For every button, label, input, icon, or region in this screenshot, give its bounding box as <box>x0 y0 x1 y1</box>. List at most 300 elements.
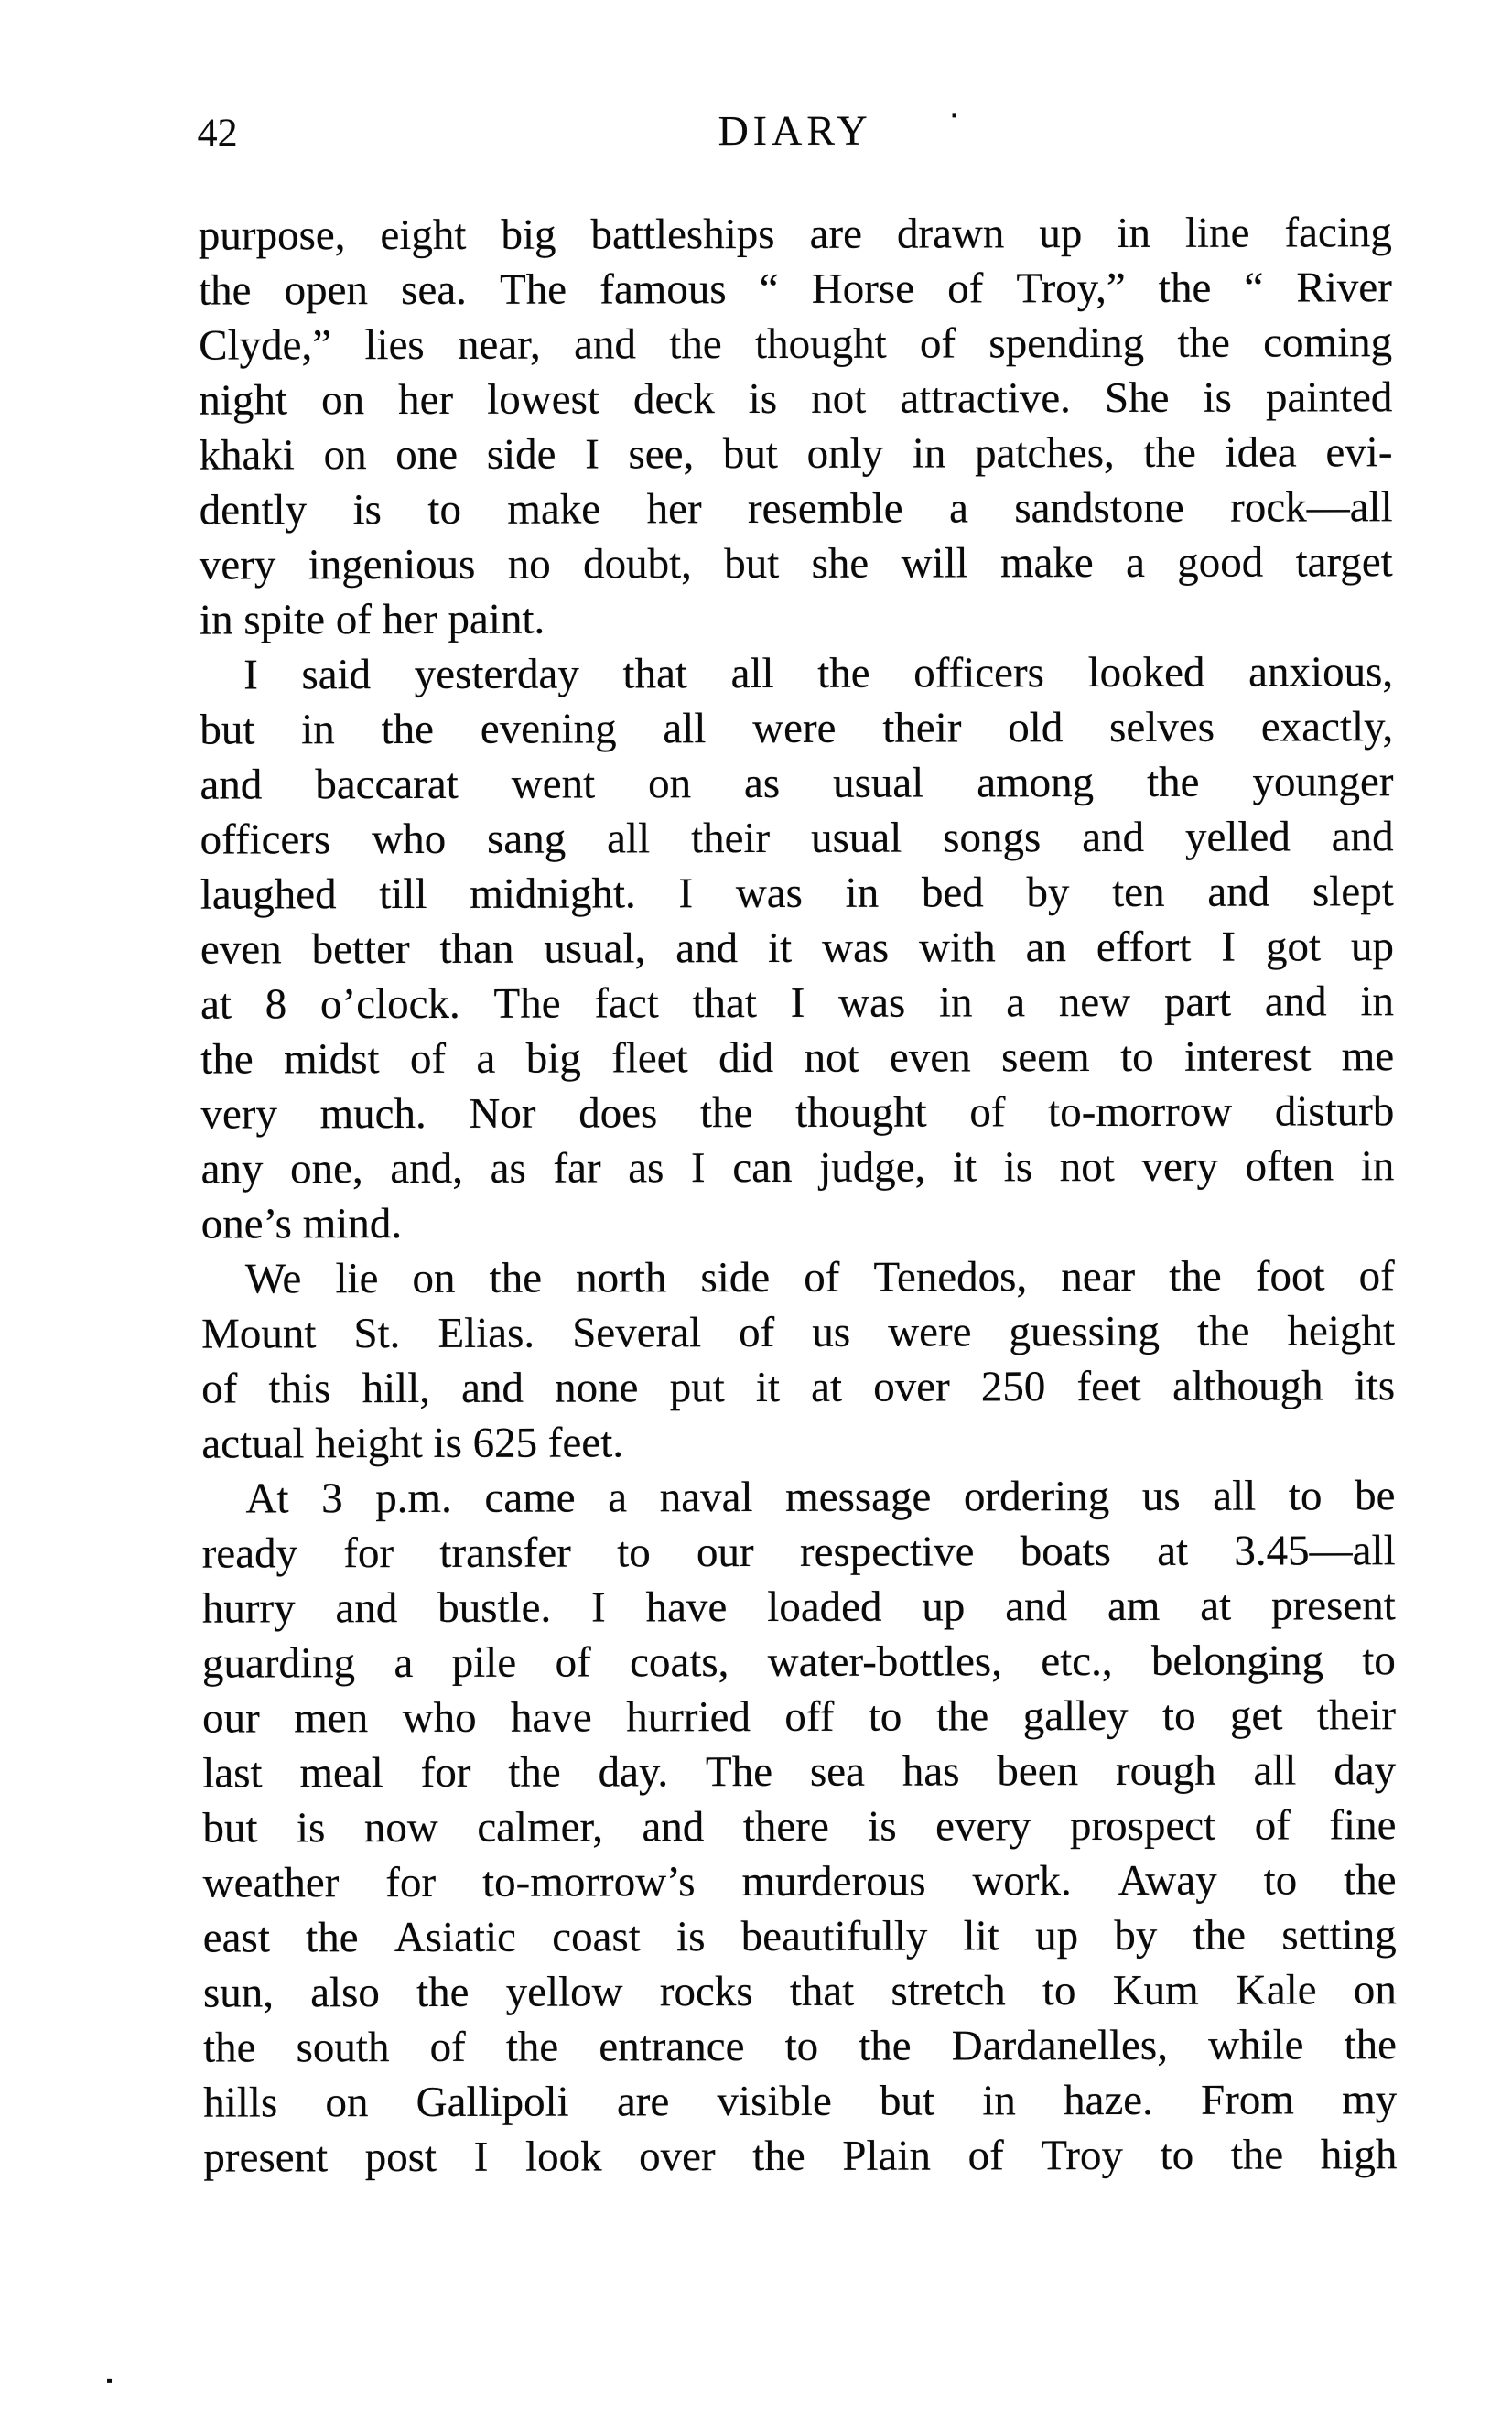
word: stretch <box>891 1967 1006 2015</box>
text-line <box>203 2072 1397 2130</box>
word: although <box>1172 1362 1323 1410</box>
ink-speck <box>953 113 956 117</box>
word: the <box>1196 1307 1250 1355</box>
word: there <box>742 1802 829 1852</box>
word: hill, <box>362 1364 431 1413</box>
word: River <box>1296 264 1392 312</box>
word: went <box>511 760 596 808</box>
word: the <box>200 1035 254 1084</box>
word: on <box>325 2079 369 2127</box>
word: of <box>739 1308 775 1357</box>
word: look <box>524 2133 602 2181</box>
word: in <box>845 869 880 917</box>
word: night <box>199 376 288 425</box>
word: very <box>199 541 276 589</box>
word: only <box>806 429 884 478</box>
word: and <box>1207 868 1270 916</box>
word: purpose, <box>198 211 346 260</box>
word: rock—all <box>1230 483 1393 532</box>
word: judge, <box>819 1143 926 1192</box>
word: am <box>1107 1582 1161 1630</box>
word: are <box>616 2078 670 2126</box>
word: the <box>1158 264 1212 312</box>
word: and <box>1082 813 1145 862</box>
word: I <box>678 869 694 918</box>
word: at <box>1200 1582 1232 1630</box>
word: in <box>1360 1142 1395 1191</box>
word: was <box>838 978 906 1027</box>
word: side <box>486 430 556 479</box>
text-line <box>201 1303 1395 1361</box>
word: effort <box>1096 923 1192 972</box>
word: is <box>1203 373 1232 422</box>
word: lies <box>364 320 425 370</box>
word: have <box>645 1583 728 1632</box>
word: a <box>476 1034 496 1083</box>
word: the <box>935 1692 989 1741</box>
word: at <box>200 980 232 1029</box>
text-line <box>203 1852 1397 1910</box>
word: p.m. <box>375 1474 452 1523</box>
word: the <box>1177 319 1230 367</box>
word: officers <box>200 815 331 864</box>
word: in <box>1117 209 1151 257</box>
word: who <box>402 1693 477 1743</box>
word: that <box>692 978 758 1028</box>
word: At <box>245 1474 289 1523</box>
word: boats <box>1020 1527 1111 1576</box>
word: as <box>490 1144 526 1193</box>
word: been <box>997 1747 1079 1796</box>
word: will <box>901 539 968 588</box>
text-line <box>200 974 1394 1031</box>
word: far <box>553 1144 601 1193</box>
word: she <box>811 539 869 588</box>
text-line <box>200 864 1394 922</box>
word: of <box>967 2132 1004 2180</box>
word: good <box>1177 538 1264 587</box>
word: fleet <box>611 1034 688 1083</box>
word: of <box>947 265 984 313</box>
word: of <box>1358 1252 1395 1301</box>
text-line <box>199 425 1392 482</box>
word: for <box>420 1748 471 1797</box>
word: belonging <box>1150 1636 1324 1685</box>
word: We <box>244 1255 302 1303</box>
word: Gallipoli <box>416 2078 569 2126</box>
text-line <box>200 919 1394 977</box>
word: ingenious <box>308 540 476 589</box>
word: of <box>804 1253 840 1301</box>
word: up <box>1035 1912 1079 1960</box>
word: Kum <box>1112 1966 1199 2014</box>
word: The <box>493 979 561 1028</box>
word: men <box>294 1694 369 1743</box>
word: Asiatic <box>394 1913 517 1962</box>
word: interest <box>1183 1032 1312 1081</box>
word: the <box>505 2023 559 2071</box>
word: on <box>320 376 365 425</box>
text-line <box>199 260 1392 318</box>
word: it <box>767 923 793 972</box>
text-line <box>200 1029 1394 1086</box>
word: Elias. <box>437 1309 535 1357</box>
word: now <box>363 1803 438 1852</box>
word: and <box>1005 1582 1068 1631</box>
text-line <box>200 699 1393 757</box>
word: a <box>608 1474 628 1522</box>
word: to <box>784 2022 819 2070</box>
word: that <box>789 1967 855 2015</box>
word: that <box>622 650 688 698</box>
word: my <box>1342 2076 1398 2124</box>
word: is <box>296 1804 326 1852</box>
word: than <box>439 924 514 973</box>
word: sandstone <box>1014 483 1184 533</box>
word: height <box>1287 1307 1396 1355</box>
text-line <box>200 1084 1394 1141</box>
word: younger <box>1252 758 1394 806</box>
word: respective <box>799 1528 975 1576</box>
word: hurry <box>201 1584 296 1633</box>
word: the <box>1169 1252 1222 1301</box>
word: khaki <box>199 431 296 480</box>
word: 3.45—all <box>1234 1527 1396 1575</box>
word: her <box>646 485 702 534</box>
word: one <box>395 430 459 480</box>
word: dently <box>199 486 308 535</box>
word: us <box>1141 1472 1181 1520</box>
word: famous <box>599 265 727 314</box>
word: to <box>1288 1472 1323 1520</box>
word: I <box>585 430 599 479</box>
word: as <box>743 759 781 808</box>
word: hills <box>203 2079 278 2127</box>
word: in <box>912 429 946 478</box>
word: the <box>489 1254 543 1302</box>
word: is <box>352 486 383 535</box>
word: Several <box>572 1309 702 1357</box>
word: baccarat <box>315 760 459 809</box>
word: Kale <box>1235 1966 1317 2014</box>
word: “ <box>759 265 779 313</box>
word: ten <box>1112 868 1165 916</box>
word: got <box>1265 923 1322 971</box>
word: the <box>508 1748 561 1797</box>
word: Mount <box>200 1310 317 1358</box>
word: the <box>198 266 252 315</box>
word: laughed <box>200 870 337 919</box>
word: seem <box>1001 1033 1090 1082</box>
word: “ <box>1244 264 1264 312</box>
word: their <box>690 814 771 863</box>
text-line <box>199 315 1392 373</box>
word: among <box>977 759 1095 807</box>
text-block <box>199 205 1398 2185</box>
word: resemble <box>747 484 903 534</box>
word: last <box>202 1749 263 1798</box>
word: were <box>888 1308 972 1356</box>
word: yesterday <box>414 650 579 698</box>
word: and <box>642 1803 705 1852</box>
word: in <box>1360 977 1395 1026</box>
word: in <box>301 706 335 754</box>
word: no <box>507 540 551 589</box>
word: up <box>1350 923 1394 971</box>
word: the <box>1147 758 1200 806</box>
word: to-morrow’s <box>482 1858 696 1906</box>
word: thought <box>794 1088 927 1137</box>
word: day. <box>598 1748 669 1797</box>
word: open <box>284 266 369 315</box>
word: meal <box>299 1749 383 1798</box>
word: of <box>969 1088 1006 1137</box>
word: in <box>938 978 973 1027</box>
word: 250 <box>980 1363 1046 1411</box>
word: off <box>784 1692 835 1741</box>
word: are <box>809 210 862 258</box>
word: to <box>1362 1636 1396 1685</box>
word: attractive. <box>900 374 1071 423</box>
word: midst <box>283 1035 380 1084</box>
word: I <box>591 1583 606 1632</box>
word: loaded <box>767 1582 882 1631</box>
word: deck <box>632 375 715 424</box>
word: idea <box>1225 428 1297 477</box>
word: beautifully <box>740 1912 928 1961</box>
word: of <box>409 1034 447 1083</box>
word: ready <box>201 1529 298 1578</box>
word: and <box>1264 977 1327 1026</box>
word: yellow <box>505 1968 623 2016</box>
word: a <box>948 484 968 533</box>
word: in <box>982 2077 1016 2125</box>
word: every <box>935 1802 1031 1851</box>
word: midnight. <box>470 869 636 918</box>
word: Plain <box>842 2132 931 2180</box>
word: me <box>1341 1032 1395 1081</box>
word: St. <box>353 1310 401 1358</box>
word: us <box>812 1308 851 1356</box>
word: post <box>364 2133 437 2182</box>
word: is <box>1003 1143 1033 1192</box>
word: She <box>1104 373 1170 423</box>
word: side <box>700 1253 771 1302</box>
word: Troy,” <box>1016 264 1126 313</box>
word: coats, <box>630 1638 729 1687</box>
text-line <box>203 2017 1397 2075</box>
word: battleships <box>590 210 775 259</box>
word: work. <box>972 1857 1072 1906</box>
word: came <box>484 1474 576 1522</box>
word: but <box>202 1804 258 1852</box>
word: day <box>1334 1746 1397 1795</box>
word: our <box>696 1528 754 1577</box>
text-line <box>202 1523 1396 1581</box>
word: to <box>1263 1856 1298 1905</box>
word: have <box>510 1693 592 1742</box>
word: lit <box>963 1912 999 1960</box>
word: 3 <box>321 1474 343 1523</box>
word: the <box>859 2022 912 2070</box>
word: a <box>1125 538 1146 587</box>
word: get <box>1229 1691 1283 1740</box>
word: is <box>748 374 778 424</box>
word: on <box>412 1254 456 1302</box>
word: a <box>1006 978 1026 1027</box>
word: a <box>394 1638 414 1688</box>
word: east <box>202 1914 270 1962</box>
word: visible <box>717 2077 832 2126</box>
text-line <box>201 1358 1395 1416</box>
word: but <box>879 2077 935 2125</box>
text-line <box>202 1798 1396 1855</box>
word: songs <box>943 814 1042 862</box>
word: old <box>1008 704 1064 752</box>
word: slept <box>1312 868 1394 916</box>
word: and <box>675 924 739 973</box>
word: sang <box>487 815 567 863</box>
word: their <box>882 704 962 752</box>
word: of <box>555 1638 591 1687</box>
word: patches, <box>974 428 1115 478</box>
word: From <box>1201 2076 1295 2124</box>
word: the <box>1230 2131 1284 2179</box>
word: rough <box>1115 1746 1216 1795</box>
word: and <box>335 1584 398 1633</box>
word: the <box>306 1914 359 1962</box>
word: over <box>873 1363 950 1411</box>
word: The <box>499 265 567 314</box>
text-line <box>200 644 1393 702</box>
word: and, <box>390 1144 464 1193</box>
word: eight <box>380 211 467 260</box>
word: south <box>296 2024 390 2072</box>
text-line <box>200 809 1394 867</box>
word: selves <box>1109 703 1215 751</box>
word: but <box>722 429 779 479</box>
word: our <box>202 1694 260 1743</box>
word: by <box>1114 1911 1158 1960</box>
word: the <box>817 649 870 697</box>
word: usual, <box>544 924 646 973</box>
word: also <box>310 1969 380 2017</box>
word: disturb <box>1274 1087 1395 1136</box>
text-line <box>202 1743 1396 1800</box>
word: naval <box>659 1474 753 1522</box>
word: at <box>1157 1527 1189 1575</box>
word: and <box>461 1364 524 1412</box>
word: all <box>1213 1472 1257 1520</box>
word: to <box>1161 1691 1196 1740</box>
word: even <box>889 1033 971 1082</box>
word: lie <box>335 1255 379 1303</box>
word: much. <box>319 1089 427 1139</box>
word: o’clock. <box>319 979 460 1029</box>
word: very <box>200 1090 277 1139</box>
text-line <box>200 535 1393 592</box>
word: up <box>1039 210 1083 258</box>
word: very <box>1141 1142 1219 1191</box>
word: near <box>1061 1252 1136 1301</box>
text-line <box>201 1468 1395 1526</box>
word: to <box>617 1528 651 1577</box>
word: lowest <box>487 375 599 424</box>
ink-speck <box>107 2379 112 2383</box>
word: none <box>555 1364 639 1412</box>
word: haze. <box>1063 2076 1153 2125</box>
word: fine <box>1329 1801 1397 1850</box>
word: coming <box>1263 319 1393 367</box>
word: present <box>1270 1582 1396 1630</box>
word: etc., <box>1041 1636 1113 1686</box>
word: till <box>379 869 427 919</box>
text-line <box>201 1248 1395 1306</box>
word: did <box>718 1033 774 1083</box>
word: the <box>1143 428 1196 477</box>
word: does <box>578 1089 658 1138</box>
word: the <box>1193 1911 1247 1960</box>
word: rocks <box>659 1968 753 2016</box>
word: usual <box>833 759 924 807</box>
text-line <box>203 2127 1397 2185</box>
word: foot <box>1255 1252 1325 1301</box>
word: The <box>705 1747 773 1797</box>
word: Dardanelles, <box>951 2021 1168 2070</box>
word: its <box>1354 1362 1396 1410</box>
page-number: 42 <box>197 110 238 156</box>
word: water-bottles, <box>767 1637 1003 1686</box>
word: usual <box>811 814 902 862</box>
word: to <box>1120 1032 1154 1081</box>
word: the <box>1344 1856 1397 1905</box>
word: north <box>576 1254 667 1302</box>
word: can <box>732 1143 793 1193</box>
word: Away <box>1118 1856 1217 1905</box>
word: Nor <box>469 1089 536 1138</box>
word: to <box>427 485 461 534</box>
word: said <box>301 651 372 699</box>
word: for <box>385 1858 437 1907</box>
word: put <box>669 1364 725 1412</box>
word: I <box>690 1144 706 1193</box>
word: is <box>676 1913 706 1961</box>
word: on <box>323 431 367 480</box>
word: it <box>952 1143 977 1192</box>
word: of <box>201 1365 238 1413</box>
text-line <box>202 1688 1396 1745</box>
word: galley <box>1022 1691 1129 1741</box>
word: on <box>1353 1966 1397 2014</box>
word: I <box>790 978 805 1027</box>
word: bed <box>921 869 984 917</box>
word: I <box>473 2133 489 2181</box>
word: calmer, <box>477 1803 604 1852</box>
word: the <box>1344 2021 1398 2069</box>
word: part <box>1163 977 1232 1026</box>
word: be <box>1354 1472 1396 1520</box>
word: while <box>1207 2021 1304 2069</box>
word: as <box>628 1144 664 1193</box>
word: and <box>1331 813 1394 861</box>
word: sea. <box>401 265 467 315</box>
word: guessing <box>1009 1307 1161 1356</box>
word: entrance <box>599 2023 745 2071</box>
word: the <box>669 320 722 369</box>
word: doubt, <box>582 540 692 589</box>
word: evening <box>480 705 617 753</box>
word: even <box>200 925 282 974</box>
